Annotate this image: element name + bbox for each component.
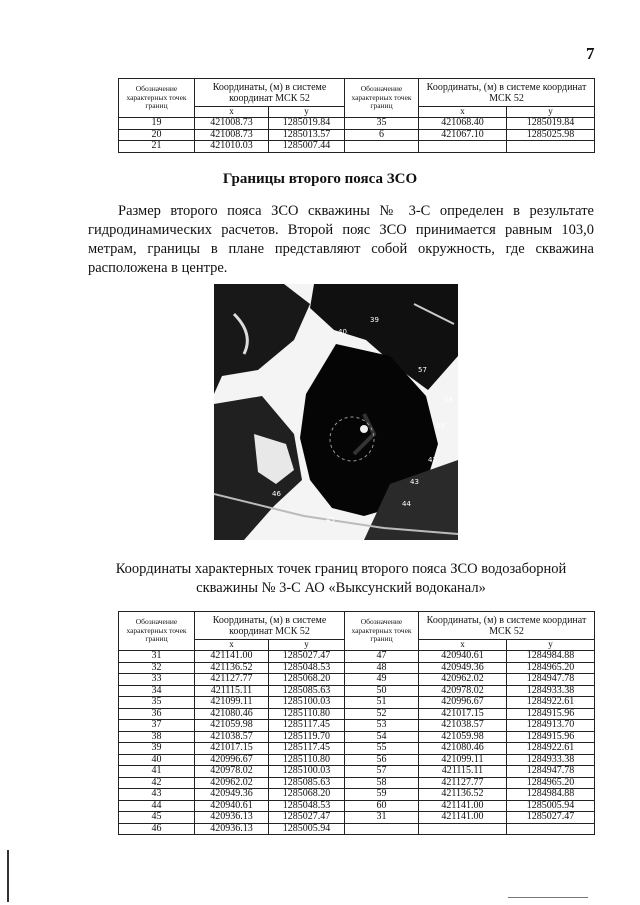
table-cell: [345, 823, 419, 835]
table-cell: 1284947.78: [507, 766, 595, 778]
table-cell: 6: [345, 129, 419, 141]
table-cell: 421115.11: [419, 766, 507, 778]
table-row: [119, 685, 595, 697]
table-cell: 420978.02: [195, 766, 269, 778]
header-y: y: [269, 107, 345, 118]
table-cell: 55: [345, 743, 419, 755]
table-cell: 1285027.47: [269, 812, 345, 824]
table-cell: 48: [345, 662, 419, 674]
table-cell: 420940.61: [195, 800, 269, 812]
table-cell: 31: [345, 812, 419, 824]
table-cell: 60: [345, 800, 419, 812]
map-point-label: 42: [428, 456, 437, 464]
table-cell: 421017.15: [195, 743, 269, 755]
table-cell: 421008.73: [195, 129, 269, 141]
table-row: [119, 812, 595, 824]
table-cell: 54: [345, 731, 419, 743]
table-row: [119, 697, 595, 709]
table-cell: 1285085.63: [269, 685, 345, 697]
table-row: [119, 800, 595, 812]
table-cell: 421059.98: [195, 720, 269, 732]
table-cell: 1284965.20: [507, 777, 595, 789]
map-point-label: 46: [272, 490, 281, 498]
table-row: [119, 674, 595, 686]
table-row: [119, 651, 595, 663]
table-cell: 420996.67: [419, 697, 507, 709]
header-coordinates: Координаты, (м) в системе координат МСК 52: [195, 79, 345, 107]
header-y: y: [507, 107, 595, 118]
header-x: x: [195, 640, 269, 651]
header-y: y: [507, 640, 595, 651]
table-cell: [419, 141, 507, 153]
table-cell: 58: [345, 777, 419, 789]
table-cell: 421115.11: [195, 685, 269, 697]
header-coordinates: Координаты, (м) в системе координат МСК 52: [419, 612, 595, 640]
table-cell: 19: [119, 118, 195, 130]
table-cell: 1285068.20: [269, 674, 345, 686]
table-cell: 1285085.63: [269, 777, 345, 789]
table-cell: 36: [119, 708, 195, 720]
table-cell: 1285025.98: [507, 129, 595, 141]
table-cell: 420962.02: [419, 674, 507, 686]
table-row: [119, 766, 595, 778]
map-point-label: 59: [436, 422, 445, 430]
body-paragraph: Размер второго пояса ЗСО скважины № 3-С определен в результате гидродинамических расчетов. Второй пояс ЗСО принимается равным 103,0 метрам, границы в плане представляют собой окружность, где скважина расположена в центре.: [88, 203, 594, 276]
table-cell: 1285019.84: [507, 118, 595, 130]
table-cell: 49: [345, 674, 419, 686]
table-row: [119, 743, 595, 755]
zone-map-image: [214, 284, 458, 540]
page-number: 7: [586, 44, 595, 63]
aerial-photo-map: [214, 284, 458, 540]
table-cell: 1285110.80: [269, 754, 345, 766]
table-cell: 37: [119, 720, 195, 732]
table-row: [119, 708, 595, 720]
section-heading: Границы второго пояса ЗСО: [222, 171, 418, 187]
footer-rule: [508, 897, 588, 898]
table-cell: 1284915.96: [507, 708, 595, 720]
table-cell: 51: [345, 697, 419, 709]
header-coordinates: Координаты, (м) в системе координат МСК 52: [419, 79, 595, 107]
map-point-label: 40: [338, 328, 347, 336]
header-point-label: Обозначение характерных точек границ: [345, 612, 419, 651]
table-cell: 421141.00: [419, 812, 507, 824]
table-cell: 421136.52: [419, 789, 507, 801]
header-x: x: [419, 640, 507, 651]
table-cell: 1285005.94: [507, 800, 595, 812]
map-point-label: 45: [326, 516, 335, 524]
table-cell: 421068.40: [419, 118, 507, 130]
table-row: [119, 754, 595, 766]
table-row: [119, 141, 595, 153]
table-cell: 421008.73: [195, 118, 269, 130]
table-cell: [345, 141, 419, 153]
table-cell: 421080.46: [419, 743, 507, 755]
table-row: [119, 118, 595, 130]
table-cell: 421136.52: [195, 662, 269, 674]
table-cell: 1285027.47: [507, 812, 595, 824]
table-cell: 420996.67: [195, 754, 269, 766]
table-row: [119, 777, 595, 789]
table-cell: 45: [119, 812, 195, 824]
table-cell: 53: [345, 720, 419, 732]
table-cell: 420949.36: [195, 789, 269, 801]
header-coordinates: Координаты, (м) в системе координат МСК 52: [195, 612, 345, 640]
table-cell: 1285100.03: [269, 697, 345, 709]
table-cell: 57: [345, 766, 419, 778]
table-cell: 1284933.38: [507, 754, 595, 766]
table-cell: 421099.11: [419, 754, 507, 766]
table-cell: 421127.77: [419, 777, 507, 789]
table-cell: 1285005.94: [269, 823, 345, 835]
table-cell: 420936.13: [195, 823, 269, 835]
table-cell: 1284933.38: [507, 685, 595, 697]
table-cell: 20: [119, 129, 195, 141]
table-cell: 420936.13: [195, 812, 269, 824]
table-cell: 1284965.20: [507, 662, 595, 674]
table-cell: 1284915.96: [507, 731, 595, 743]
header-point-label: Обозначение характерных точек границ: [119, 612, 195, 651]
table-cell: 1285100.03: [269, 766, 345, 778]
table-cell: 1285048.53: [269, 800, 345, 812]
table-cell: 421059.98: [419, 731, 507, 743]
table-cell: 32: [119, 662, 195, 674]
table-cell: 421127.77: [195, 674, 269, 686]
table-cell: [507, 141, 595, 153]
table-cell: 421080.46: [195, 708, 269, 720]
table-cell: 42: [119, 777, 195, 789]
table-cell: 1285048.53: [269, 662, 345, 674]
table-row: [119, 662, 595, 674]
map-point-label: 58: [444, 396, 453, 404]
table-cell: 43: [119, 789, 195, 801]
table-cell: 50: [345, 685, 419, 697]
header-point-label: Обозначение характерных точек границ: [119, 79, 195, 118]
table-cell: [507, 823, 595, 835]
table-cell: 1284947.78: [507, 674, 595, 686]
table-cell: 1285117.45: [269, 720, 345, 732]
table-cell: 420949.36: [419, 662, 507, 674]
table-row: [119, 823, 595, 835]
table-row: [119, 720, 595, 732]
table-body: [119, 118, 595, 153]
table-cell: 1285068.20: [269, 789, 345, 801]
map-point-label: 57: [418, 366, 427, 374]
table-cell: 39: [119, 743, 195, 755]
table-cell: 421017.15: [419, 708, 507, 720]
header-point-label: Обозначение характерных точек границ: [345, 79, 419, 118]
table-cell: 41: [119, 766, 195, 778]
table-cell: 420962.02: [195, 777, 269, 789]
table-cell: 1284922.61: [507, 743, 595, 755]
table-cell: 38: [119, 731, 195, 743]
table-cell: 35: [119, 697, 195, 709]
table-cell: 46: [119, 823, 195, 835]
table-cell: 421067.10: [419, 129, 507, 141]
table-row: [119, 731, 595, 743]
table-cell: 52: [345, 708, 419, 720]
table-cell: 421010.03: [195, 141, 269, 153]
table-body: [119, 651, 595, 835]
margin-rule: [7, 850, 9, 902]
table-cell: 1284913.70: [507, 720, 595, 732]
table-cell: 420940.61: [419, 651, 507, 663]
table-cell: 1284922.61: [507, 697, 595, 709]
table-cell: 421038.57: [419, 720, 507, 732]
table-cell: 59: [345, 789, 419, 801]
map-point-label: 43: [410, 478, 419, 486]
table-cell: 1285110.80: [269, 708, 345, 720]
table-cell: 1285119.70: [269, 731, 345, 743]
table-cell: [419, 823, 507, 835]
header-y: y: [269, 640, 345, 651]
table-cell: 21: [119, 141, 195, 153]
map-point-label: 39: [370, 316, 379, 324]
header-x: x: [195, 107, 269, 118]
table-row: [119, 789, 595, 801]
table-cell: 421141.00: [419, 800, 507, 812]
table-cell: 40: [119, 754, 195, 766]
table-cell: 1284984.88: [507, 789, 595, 801]
header-x: x: [419, 107, 507, 118]
table-cell: 35: [345, 118, 419, 130]
table-cell: 1285007.44: [269, 141, 345, 153]
coordinates-table-second-zone: [118, 611, 595, 835]
table-row: [119, 129, 595, 141]
table-cell: 34: [119, 685, 195, 697]
table-caption: Координаты характерных точек границ второго пояса ЗСО водозаборной скважины № 3-С АО «Выксунский водоканал»: [115, 561, 567, 596]
table-cell: 421099.11: [195, 697, 269, 709]
map-point-label: 44: [402, 500, 411, 508]
table-cell: 33: [119, 674, 195, 686]
table-cell: 1285027.47: [269, 651, 345, 663]
table-cell: 47: [345, 651, 419, 663]
table-cell: 421141.00: [195, 651, 269, 663]
table-cell: 1285117.45: [269, 743, 345, 755]
table-cell: 1285019.84: [269, 118, 345, 130]
table-cell: 420978.02: [419, 685, 507, 697]
table-cell: 1284984.88: [507, 651, 595, 663]
coordinates-table-first-zone: [118, 78, 595, 153]
table-cell: 31: [119, 651, 195, 663]
table-cell: 421038.57: [195, 731, 269, 743]
table-cell: 44: [119, 800, 195, 812]
table-cell: 56: [345, 754, 419, 766]
table-cell: 1285013.57: [269, 129, 345, 141]
